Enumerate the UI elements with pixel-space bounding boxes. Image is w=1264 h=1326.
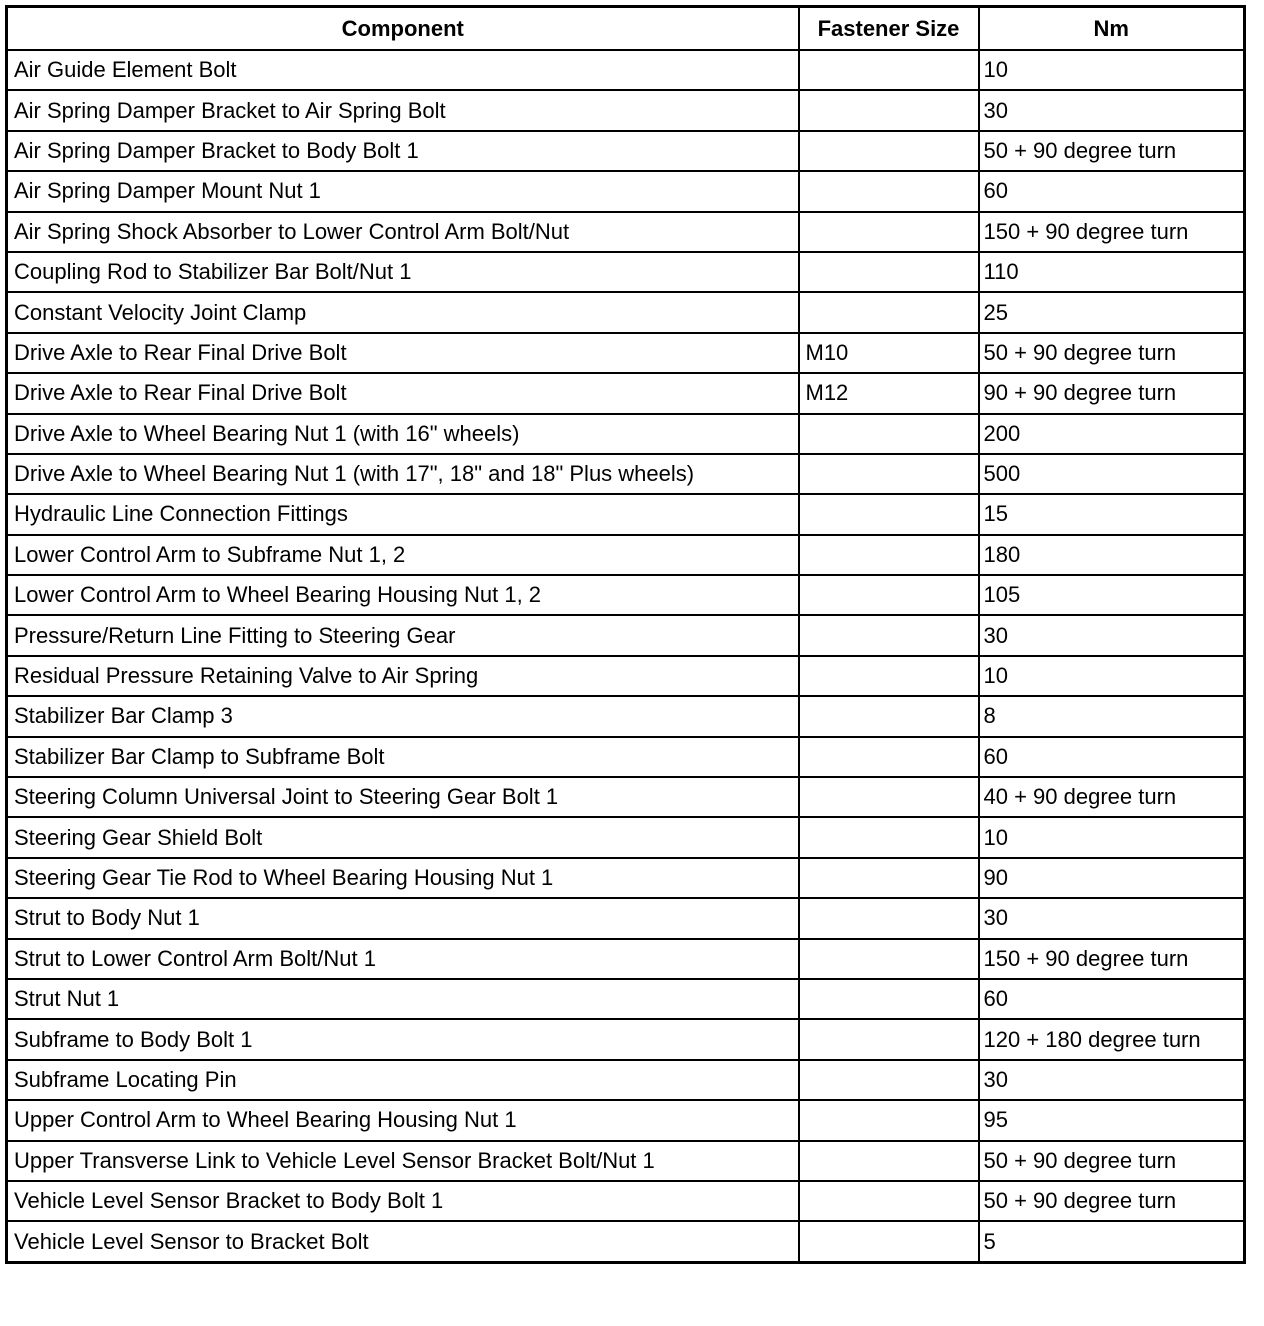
nm-cell: 50 + 90 degree turn	[979, 333, 1245, 373]
component-cell: Constant Velocity Joint Clamp	[7, 292, 799, 332]
nm-cell: 25	[979, 292, 1245, 332]
component-cell: Pressure/Return Line Fitting to Steering Gear	[7, 615, 799, 655]
table-row	[7, 494, 1245, 534]
fastener-size-cell	[799, 1100, 979, 1140]
table-row	[7, 1181, 1245, 1221]
nm-cell: 90	[979, 858, 1245, 898]
table-row	[7, 535, 1245, 575]
component-cell: Drive Axle to Wheel Bearing Nut 1 (with 17", 18" and 18" Plus wheels)	[7, 454, 799, 494]
nm-cell: 180	[979, 535, 1245, 575]
nm-cell: 200	[979, 414, 1245, 454]
table-row	[7, 252, 1245, 292]
table-row	[7, 454, 1245, 494]
component-cell: Vehicle Level Sensor Bracket to Body Bolt 1	[7, 1181, 799, 1221]
nm-cell: 30	[979, 90, 1245, 130]
nm-cell: 120 + 180 degree turn	[979, 1019, 1245, 1059]
nm-cell: 60	[979, 737, 1245, 777]
nm-cell: 10	[979, 50, 1245, 90]
fastener-size-cell	[799, 979, 979, 1019]
fastener-size-cell: M10	[799, 333, 979, 373]
nm-cell: 60	[979, 171, 1245, 211]
fastener-size-cell	[799, 1221, 979, 1262]
fastener-size-cell	[799, 494, 979, 534]
nm-cell: 15	[979, 494, 1245, 534]
component-cell: Strut to Lower Control Arm Bolt/Nut 1	[7, 939, 799, 979]
header-nm: Nm	[979, 7, 1245, 51]
component-cell: Drive Axle to Rear Final Drive Bolt	[7, 373, 799, 413]
table-row	[7, 898, 1245, 938]
table-row	[7, 333, 1245, 373]
table-row	[7, 414, 1245, 454]
nm-cell: 40 + 90 degree turn	[979, 777, 1245, 817]
component-cell: Lower Control Arm to Wheel Bearing Housing Nut 1, 2	[7, 575, 799, 615]
fastener-size-cell	[799, 575, 979, 615]
component-cell: Steering Gear Tie Rod to Wheel Bearing Housing Nut 1	[7, 858, 799, 898]
table-row	[7, 858, 1245, 898]
fastener-size-cell	[799, 171, 979, 211]
table-row	[7, 575, 1245, 615]
component-cell: Lower Control Arm to Subframe Nut 1, 2	[7, 535, 799, 575]
table-row	[7, 292, 1245, 332]
table-row	[7, 817, 1245, 857]
component-cell: Residual Pressure Retaining Valve to Air Spring	[7, 656, 799, 696]
nm-cell: 150 + 90 degree turn	[979, 212, 1245, 252]
nm-cell: 500	[979, 454, 1245, 494]
nm-cell: 50 + 90 degree turn	[979, 1141, 1245, 1181]
table-row	[7, 1019, 1245, 1059]
fastener-size-cell	[799, 454, 979, 494]
component-cell: Upper Transverse Link to Vehicle Level Sensor Bracket Bolt/Nut 1	[7, 1141, 799, 1181]
fastener-size-cell	[799, 817, 979, 857]
fastener-size-cell	[799, 1060, 979, 1100]
table-row	[7, 171, 1245, 211]
nm-cell: 30	[979, 898, 1245, 938]
fastener-size-cell	[799, 1019, 979, 1059]
component-cell: Stabilizer Bar Clamp to Subframe Bolt	[7, 737, 799, 777]
fastener-size-cell	[799, 292, 979, 332]
nm-cell: 30	[979, 1060, 1245, 1100]
table-row	[7, 1141, 1245, 1181]
nm-cell: 50 + 90 degree turn	[979, 131, 1245, 171]
component-cell: Drive Axle to Wheel Bearing Nut 1 (with 16" wheels)	[7, 414, 799, 454]
table-row	[7, 373, 1245, 413]
nm-cell: 10	[979, 817, 1245, 857]
nm-cell: 50 + 90 degree turn	[979, 1181, 1245, 1221]
fastener-size-cell	[799, 252, 979, 292]
table-row	[7, 1100, 1245, 1140]
nm-cell: 150 + 90 degree turn	[979, 939, 1245, 979]
nm-cell: 110	[979, 252, 1245, 292]
nm-cell: 105	[979, 575, 1245, 615]
component-cell: Coupling Rod to Stabilizer Bar Bolt/Nut 1	[7, 252, 799, 292]
table-row	[7, 656, 1245, 696]
fastener-torque-table	[5, 5, 1246, 1264]
component-cell: Stabilizer Bar Clamp 3	[7, 696, 799, 736]
nm-cell: 90 + 90 degree turn	[979, 373, 1245, 413]
table-row	[7, 1060, 1245, 1100]
fastener-size-cell	[799, 90, 979, 130]
fastener-size-cell	[799, 737, 979, 777]
header-component: Component	[7, 7, 799, 51]
table-row	[7, 777, 1245, 817]
component-cell: Upper Control Arm to Wheel Bearing Housing Nut 1	[7, 1100, 799, 1140]
table-row	[7, 737, 1245, 777]
fastener-size-cell	[799, 656, 979, 696]
header-row	[7, 7, 1245, 51]
nm-cell: 30	[979, 615, 1245, 655]
nm-cell: 60	[979, 979, 1245, 1019]
component-cell: Subframe to Body Bolt 1	[7, 1019, 799, 1059]
header-fastener-size: Fastener Size	[799, 7, 979, 51]
table-row	[7, 939, 1245, 979]
component-cell: Steering Column Universal Joint to Steering Gear Bolt 1	[7, 777, 799, 817]
component-cell: Hydraulic Line Connection Fittings	[7, 494, 799, 534]
fastener-size-cell	[799, 939, 979, 979]
nm-cell: 95	[979, 1100, 1245, 1140]
component-cell: Subframe Locating Pin	[7, 1060, 799, 1100]
fastener-size-cell	[799, 1141, 979, 1181]
component-cell: Air Spring Shock Absorber to Lower Control Arm Bolt/Nut	[7, 212, 799, 252]
table-row	[7, 50, 1245, 90]
component-cell: Vehicle Level Sensor to Bracket Bolt	[7, 1221, 799, 1262]
component-cell: Air Spring Damper Bracket to Body Bolt 1	[7, 131, 799, 171]
fastener-size-cell	[799, 1181, 979, 1221]
fastener-size-cell	[799, 898, 979, 938]
table-row	[7, 1221, 1245, 1262]
fastener-size-cell	[799, 615, 979, 655]
fastener-size-cell	[799, 131, 979, 171]
component-cell: Air Spring Damper Bracket to Air Spring Bolt	[7, 90, 799, 130]
table-body	[7, 50, 1245, 1262]
table-header	[7, 7, 1245, 51]
nm-cell: 8	[979, 696, 1245, 736]
table-row	[7, 90, 1245, 130]
nm-cell: 5	[979, 1221, 1245, 1262]
table-row	[7, 131, 1245, 171]
fastener-size-cell	[799, 50, 979, 90]
table-row	[7, 212, 1245, 252]
fastener-size-cell	[799, 777, 979, 817]
fastener-size-cell	[799, 696, 979, 736]
fastener-size-cell	[799, 414, 979, 454]
nm-cell: 10	[979, 656, 1245, 696]
component-cell: Drive Axle to Rear Final Drive Bolt	[7, 333, 799, 373]
component-cell: Strut to Body Nut 1	[7, 898, 799, 938]
component-cell: Air Guide Element Bolt	[7, 50, 799, 90]
fastener-size-cell	[799, 212, 979, 252]
fastener-size-cell	[799, 858, 979, 898]
component-cell: Strut Nut 1	[7, 979, 799, 1019]
component-cell: Air Spring Damper Mount Nut 1	[7, 171, 799, 211]
fastener-size-cell: M12	[799, 373, 979, 413]
component-cell: Steering Gear Shield Bolt	[7, 817, 799, 857]
table-row	[7, 979, 1245, 1019]
table-row	[7, 615, 1245, 655]
fastener-size-cell	[799, 535, 979, 575]
table-row	[7, 696, 1245, 736]
